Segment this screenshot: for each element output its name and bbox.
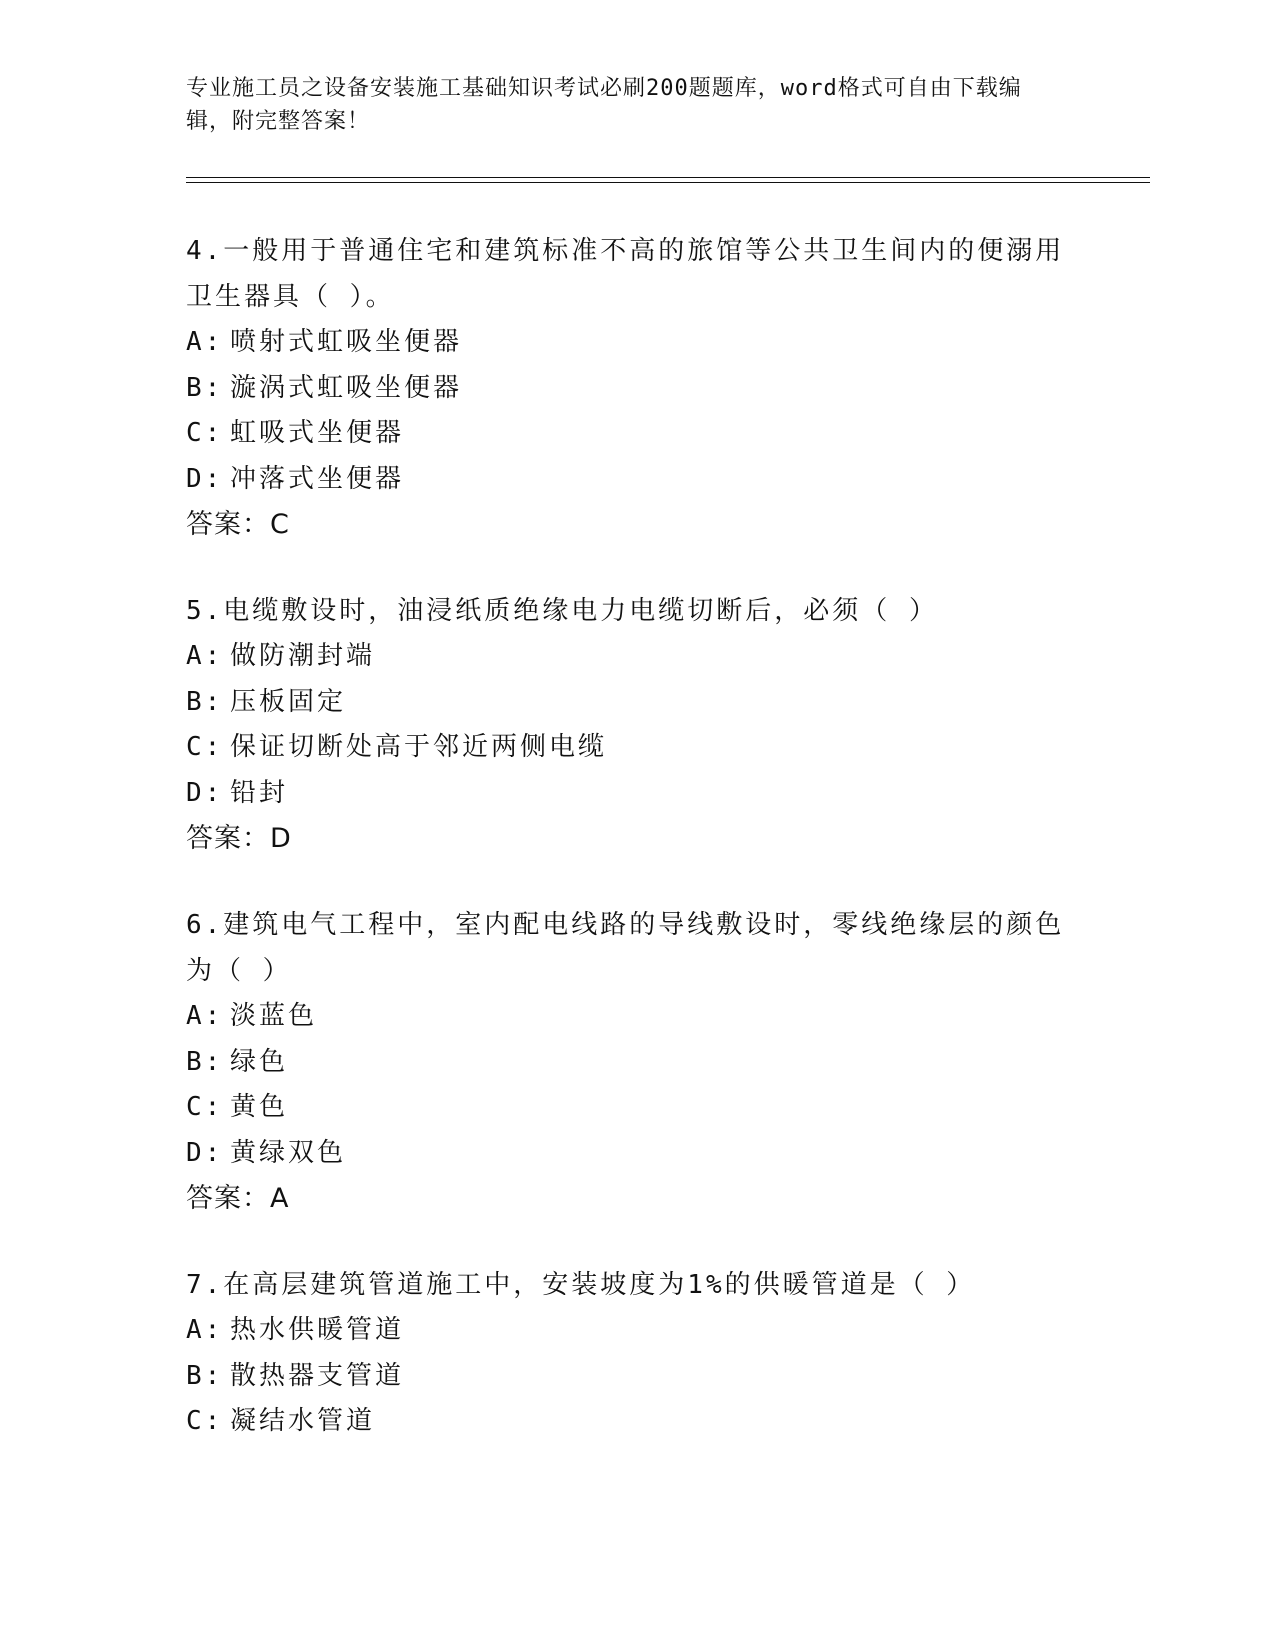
option-label: B:: [186, 372, 224, 403]
option-text: 做防潮封端: [230, 641, 376, 671]
option-label: B:: [186, 1046, 224, 1077]
option-b: [186, 1040, 1066, 1086]
option-text: 热水供暖管道: [230, 1315, 405, 1345]
option-text: 黄色: [230, 1092, 289, 1122]
answer-line: [186, 816, 1066, 862]
answer-line: [186, 502, 1066, 548]
option-text: 喷射式虹吸坐便器: [230, 327, 463, 357]
option-b: [186, 366, 1066, 412]
option-label: C:: [186, 732, 224, 762]
option-label: C:: [186, 1406, 224, 1436]
question-4: [186, 228, 1066, 548]
option-c: [186, 1085, 1066, 1131]
option-c: [186, 1399, 1066, 1445]
question-stem: 6.建筑电气工程中，室内配电线路的导线敷设时，零线绝缘层的颜色为（ ）: [186, 910, 1065, 986]
option-text: 绿色: [230, 1046, 289, 1077]
header-divider-top: [186, 177, 1150, 178]
option-text: 黄绿双色: [230, 1137, 347, 1168]
question-6: [186, 902, 1066, 1222]
option-b: [186, 680, 1066, 726]
question-list: [186, 228, 1066, 1485]
option-d: [186, 771, 1066, 817]
option-label: A:: [186, 1315, 224, 1345]
option-c: [186, 411, 1066, 457]
option-b: [186, 1354, 1066, 1400]
option-label: A:: [186, 1001, 224, 1031]
header-divider-bottom: [186, 182, 1150, 183]
question-stem: 5.电缆敷设时，油浸纸质绝缘电力电缆切断后，必须（ ）: [186, 596, 938, 626]
question-7: [186, 1262, 1066, 1445]
option-a: [186, 994, 1066, 1040]
option-a: [186, 320, 1066, 366]
question-stem: 7.在高层建筑管道施工中，安装坡度为1%的供暖管道是（ ）: [186, 1270, 976, 1300]
option-a: [186, 1308, 1066, 1354]
option-label: B:: [186, 1360, 224, 1391]
answer-value: C: [270, 509, 290, 540]
option-label: A:: [186, 641, 224, 671]
option-c: [186, 725, 1066, 771]
answer-label: 答案：: [186, 823, 270, 854]
option-text: 散热器支管道: [230, 1360, 405, 1391]
answer-value: D: [270, 823, 292, 854]
option-label: A:: [186, 327, 224, 357]
answer-label: 答案：: [186, 1183, 270, 1214]
option-text: 虹吸式坐便器: [230, 418, 405, 448]
option-text: 铅封: [230, 777, 289, 808]
option-text: 凝结水管道: [230, 1406, 376, 1436]
option-label: C:: [186, 1092, 224, 1122]
document-header: 专业施工员之设备安装施工基础知识考试必刷200题题库，word格式可自由下载编辑，附完整答案！: [186, 76, 1022, 134]
answer-value: A: [270, 1183, 290, 1214]
option-text: 漩涡式虹吸坐便器: [230, 372, 463, 403]
option-label: D:: [186, 1137, 224, 1168]
option-text: 冲落式坐便器: [230, 463, 405, 494]
option-d: [186, 1131, 1066, 1177]
option-label: C:: [186, 418, 224, 448]
option-label: B:: [186, 686, 224, 717]
answer-line: [186, 1176, 1066, 1222]
option-text: 保证切断处高于邻近两侧电缆: [230, 732, 608, 762]
option-d: [186, 457, 1066, 503]
question-5: [186, 588, 1066, 862]
option-label: D:: [186, 777, 224, 808]
question-stem: 4.一般用于普通住宅和建筑标准不高的旅馆等公共卫生间内的便溺用卫生器具（ ）。: [186, 236, 1065, 312]
option-text: 压板固定: [230, 686, 347, 717]
option-label: D:: [186, 463, 224, 494]
option-a: [186, 634, 1066, 680]
answer-label: 答案：: [186, 509, 270, 540]
option-text: 淡蓝色: [230, 1001, 318, 1031]
